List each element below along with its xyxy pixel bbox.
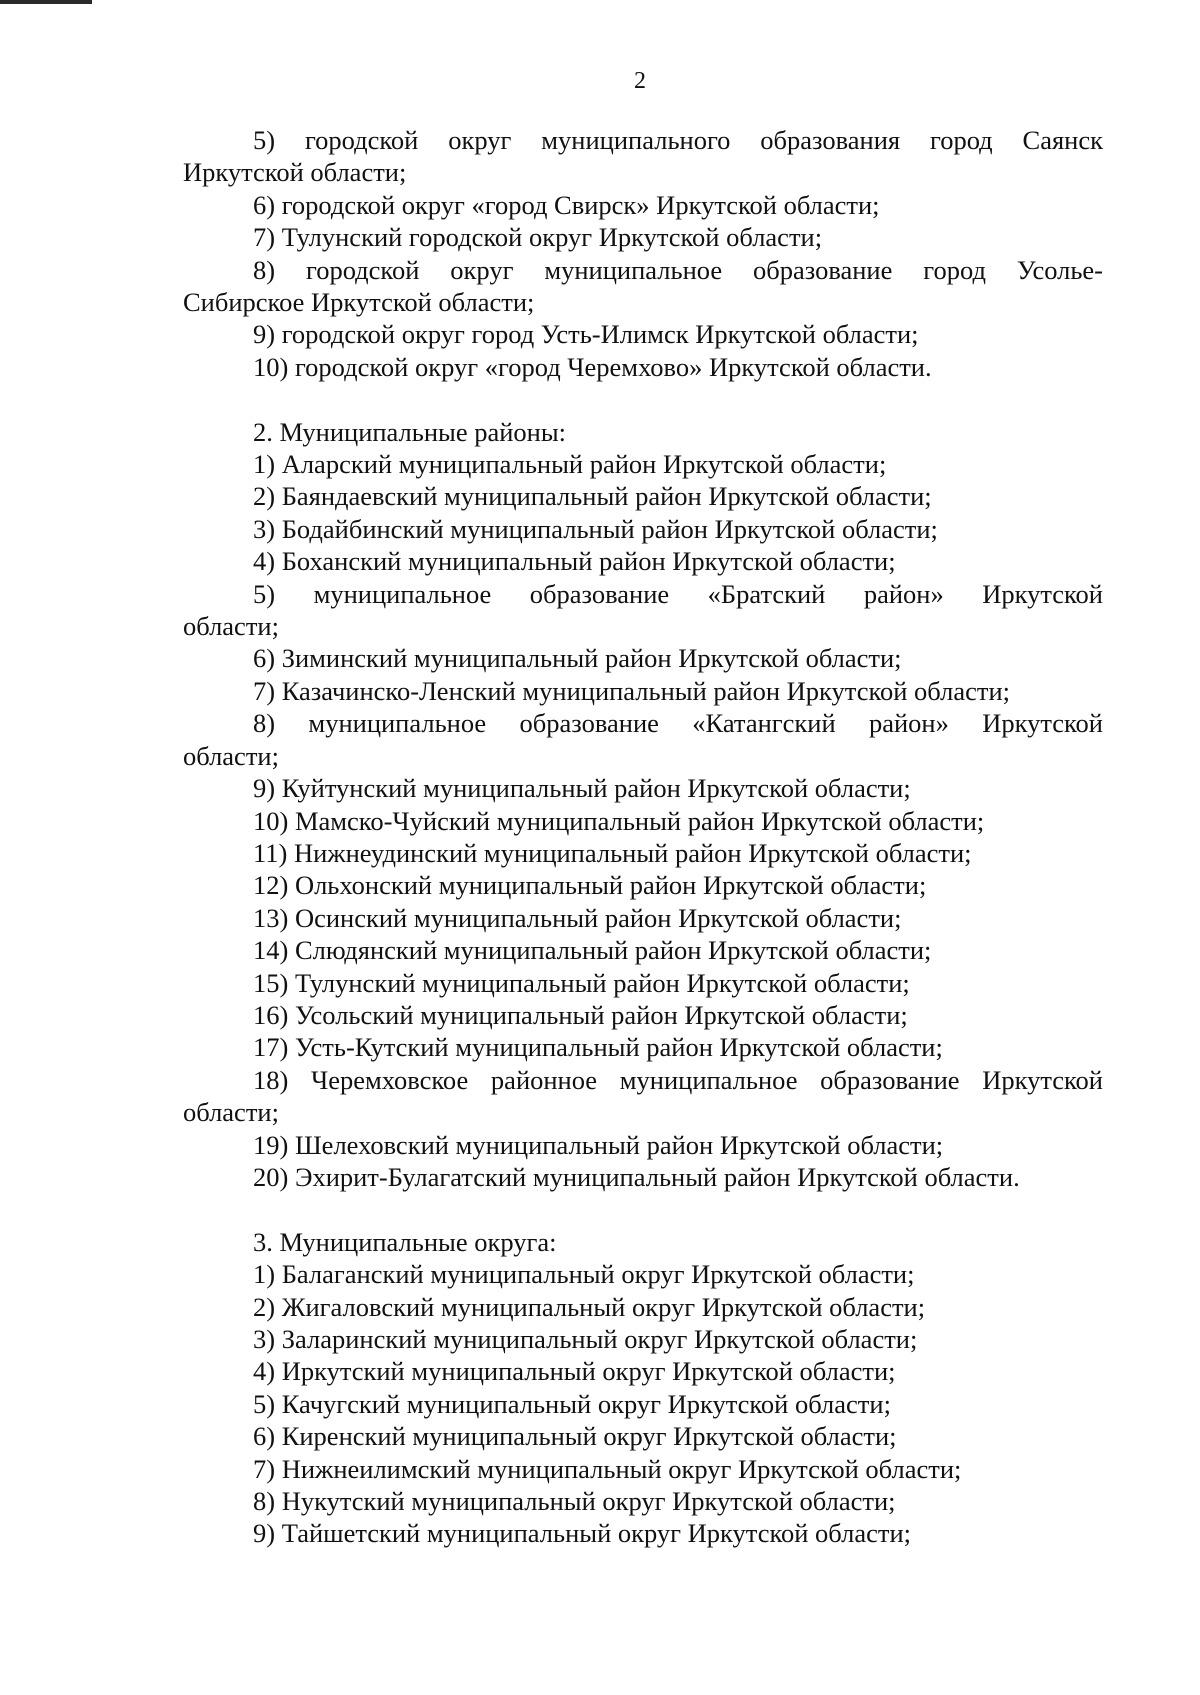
list-item: 8) Нукутский муниципальный округ Иркутской области; [253,1486,896,1517]
list-item: 1) Балаганский муниципальный округ Иркутской области; [253,1259,915,1290]
list-item: 6) городской округ «город Свирск» Иркутской области; [253,189,880,220]
list-item: 2) Жигаловский муниципальный округ Иркутской области; [253,1291,926,1322]
list-item: 7) Тулунский городской округ Иркутской области; [253,222,823,253]
list-item: 3) Заларинский муниципальный округ Иркутской области; [253,1324,918,1354]
list-item: 20) Эхирит-Булагатский муниципальный район Иркутской области. [253,1161,1020,1192]
list-item: 16) Усольский муниципальный район Иркутской области; [253,999,908,1030]
list-item-line: 8) городской округ муниципальное образование город Усолье- [253,254,1103,285]
list-item [183,1064,1103,1129]
section-heading-municipal-districts: 2. Муниципальные районы: [253,416,567,447]
list-item-line: 8) муниципальное образование «Катангский район» Иркутской [253,708,1103,739]
list-item [183,124,1103,189]
list-item-continuation: области; [183,1097,279,1128]
list-item: 4) Иркутский муниципальный округ Иркутской области; [253,1356,896,1387]
document-body [183,124,1103,1550]
scan-corner-mark [0,0,92,4]
list-item-continuation: области; [183,611,279,642]
list-item-continuation: Сибирское Иркутской области; [183,287,535,318]
section-municipal-okrugs-list [183,1258,1103,1550]
list-item: 19) Шелеховский муниципальный район Иркутской области; [253,1129,944,1160]
list-item: 12) Ольхонский муниципальный район Иркутской области; [253,870,927,901]
list-item-continuation: области; [183,740,279,771]
section-urban-districts-list [183,124,1103,383]
section-municipal-districts-list [183,448,1103,1193]
list-item-continuation: Иркутской области; [183,157,407,188]
list-item: 14) Слюдянский муниципальный район Иркутской области; [253,935,932,966]
list-item: 13) Осинский муниципальный район Иркутской области; [253,902,902,933]
list-item: 9) городской округ город Усть-Илимск Иркутской области; [253,319,919,350]
section-heading-municipal-okrugs: 3. Муниципальные округа: [253,1226,557,1257]
list-item-line: 5) муниципальное образование «Братский район» Иркутской [253,578,1103,609]
page-number: 2 [634,68,646,94]
list-item: 15) Тулунский муниципальный район Иркутской области; [253,967,910,998]
list-item [183,254,1103,319]
paragraph-gap [183,383,1103,415]
list-item-line: 18) Черемховское районное муниципальное образование Иркутской [253,1064,1103,1095]
list-item: 6) Зиминский муниципальный район Иркутской области; [253,643,902,674]
list-item: 5) Качугский муниципальный округ Иркутской области; [253,1388,891,1419]
list-item-line: 5) городской округ муниципального образования город Саянск [253,125,1103,155]
list-item: 7) Нижнеилимский муниципальный округ Иркутской области; [253,1453,962,1484]
list-item: 9) Куйтунский муниципальный район Иркутской области; [253,773,911,804]
list-item: 10) городской округ «город Черемхово» Иркутской области. [253,351,932,382]
list-item: 11) Нижнеудинский муниципальный район Иркутской области; [253,837,972,868]
list-item: 7) Казачинско-Ленский муниципальный район Иркутской области; [253,675,1010,706]
list-item: 3) Бодайбинский муниципальный район Иркутской области; [253,513,938,544]
list-item: 6) Киренский муниципальный округ Иркутской области; [253,1421,897,1452]
list-item [183,707,1103,772]
list-item: 17) Усть-Кутский муниципальный район Иркутской области; [253,1032,943,1063]
list-item: 9) Тайшетский муниципальный округ Иркутской области; [253,1518,911,1549]
list-item: 4) Боханский муниципальный район Иркутской области; [253,546,896,577]
list-item: 1) Аларский муниципальный район Иркутской области; [253,449,887,480]
list-item [183,578,1103,643]
list-item: 10) Мамско-Чуйский муниципальный район Иркутской области; [253,805,985,836]
list-item: 2) Баяндаевский муниципальный район Иркутской области; [253,481,932,512]
paragraph-gap [183,1193,1103,1225]
